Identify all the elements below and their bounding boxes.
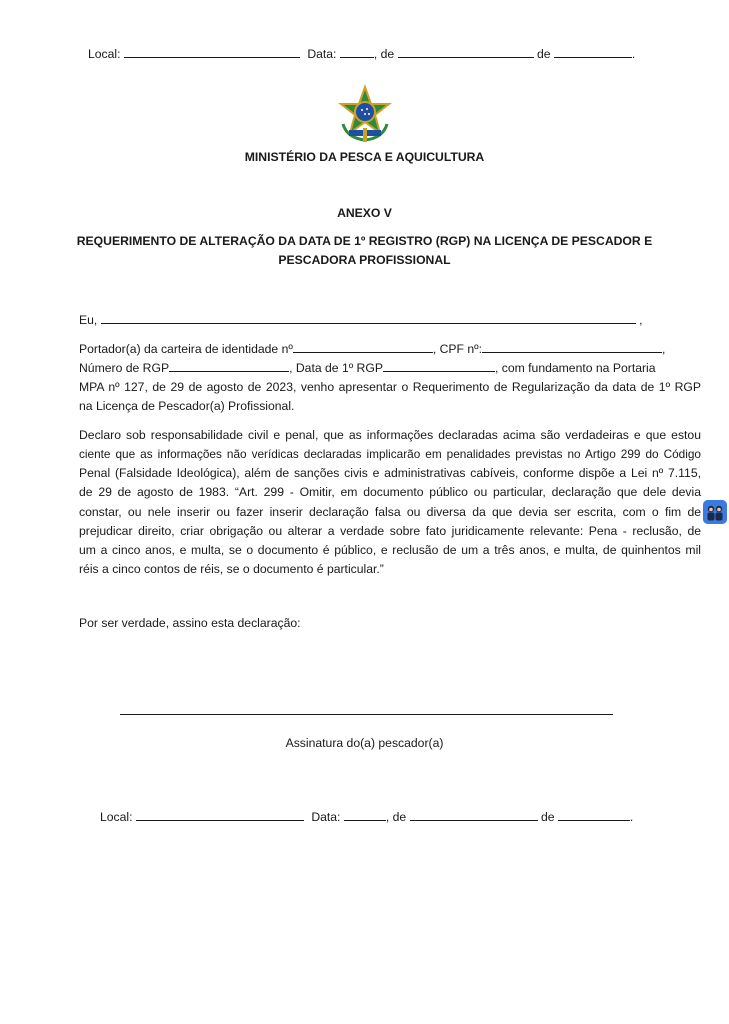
- identity-blank[interactable]: [293, 342, 433, 353]
- declaration-line-2: ciente que as informações não verídicas declaradas implicarão em penalidades previstas no Artigo 299 do Código: [79, 447, 701, 461]
- footer-de-2: de: [540, 810, 555, 824]
- identity-line: [79, 342, 665, 356]
- numero-rgp-blank[interactable]: [169, 361, 289, 372]
- declaration-line-3: Penal (Falsidade Ideológica), além de sanções civis e administrativas cabíveis, conforme dispõe a Lei nº 7.115,: [79, 466, 701, 480]
- date-de-2: de: [536, 47, 551, 61]
- data-rgp-blank[interactable]: [383, 361, 495, 372]
- ministry-title: MINISTÉRIO DA PESCA E AQUICULTURA: [244, 150, 485, 164]
- name-comma: ,: [639, 313, 643, 327]
- footer-local-blank[interactable]: [136, 810, 304, 821]
- declaration-line-7: um a cinco anos, e multa, se o documento é público, e reclusão de um a três anos, e multa, de quinhentos mil: [79, 543, 701, 557]
- declaration-line-1: Declaro sob responsabilidade civil e penal, que as informações declaradas acima são verdadeiras e que estou: [79, 428, 701, 442]
- footer-local-date-line: [100, 810, 633, 824]
- footer-day-blank[interactable]: [344, 810, 386, 821]
- request-title-line-1: REQUERIMENTO DE ALTERAÇÃO DA DATA DE 1º REGISTRO (RGP) NA LICENÇA DE PESCADOR E: [76, 234, 653, 248]
- portaria-line: MPA nº 127, de 29 de agosto de 2023, venho apresentar o Requerimento de Regularização da data de 1º RGP: [79, 380, 701, 394]
- local-blank[interactable]: [124, 47, 300, 58]
- annex-title: ANEXO V: [337, 206, 392, 220]
- header-local-date-line: [88, 47, 635, 61]
- date-de-1: , de: [373, 47, 395, 61]
- request-title-line-2: PESCADORA PROFISSIONAL: [278, 253, 451, 267]
- year-blank[interactable]: [554, 47, 632, 58]
- cpf-blank[interactable]: [482, 342, 662, 353]
- local-label: Local:: [88, 47, 121, 61]
- rgp-line: [79, 361, 656, 375]
- name-line: [79, 313, 642, 327]
- cpf-label: , CPF nº:: [432, 342, 482, 356]
- footer-de-1: , de: [385, 810, 407, 824]
- declaration-line-8: réis a cinco contos de réis, se o documento é particular.”: [79, 562, 384, 576]
- month-blank[interactable]: [398, 47, 534, 58]
- licenca-line: na Licença de Pescador(a) Profissional.: [79, 399, 295, 413]
- date-end: .: [631, 47, 636, 61]
- closing-text: Por ser verdade, assino esta declaração:: [79, 616, 301, 630]
- day-blank[interactable]: [340, 47, 374, 58]
- declaration-line-4: de 29 de agosto de 1983. “Art. 299 - Omitir, em documento público ou particular, declaração que dele devia: [79, 485, 701, 499]
- footer-date-label: Data:: [311, 810, 341, 824]
- data-rgp-label: , Data de 1º RGP: [289, 361, 383, 375]
- footer-local-label: Local:: [100, 810, 133, 824]
- numero-rgp-label: Número de RGP: [79, 361, 170, 375]
- signature-line[interactable]: [120, 714, 613, 715]
- name-blank[interactable]: [101, 313, 636, 324]
- date-label: Data:: [307, 47, 337, 61]
- declaration-line-6: prejudicar direito, criar obrigação ou alterar a verdade sobre fato juridicamente relevante: Pena - reclusão, de: [79, 524, 701, 538]
- signature-label: Assinatura do(a) pescador(a): [285, 736, 444, 750]
- footer-year-blank[interactable]: [558, 810, 630, 821]
- fundamento-text: , com fundamento na Portaria: [494, 361, 656, 375]
- footer-end: .: [629, 810, 634, 824]
- eu-label: Eu,: [79, 313, 98, 327]
- declaration-line-5: constar, ou nele inserir ou fazer inserir declaração falsa ou diversa da que devia ser escrita, com o fim de: [79, 505, 701, 519]
- cpf-comma: ,: [661, 342, 666, 356]
- brasao-emblem-icon: [335, 84, 395, 144]
- people-app-icon[interactable]: [703, 500, 727, 524]
- portador-label: Portador(a) da carteira de identidade nº: [79, 342, 293, 356]
- footer-month-blank[interactable]: [410, 810, 538, 821]
